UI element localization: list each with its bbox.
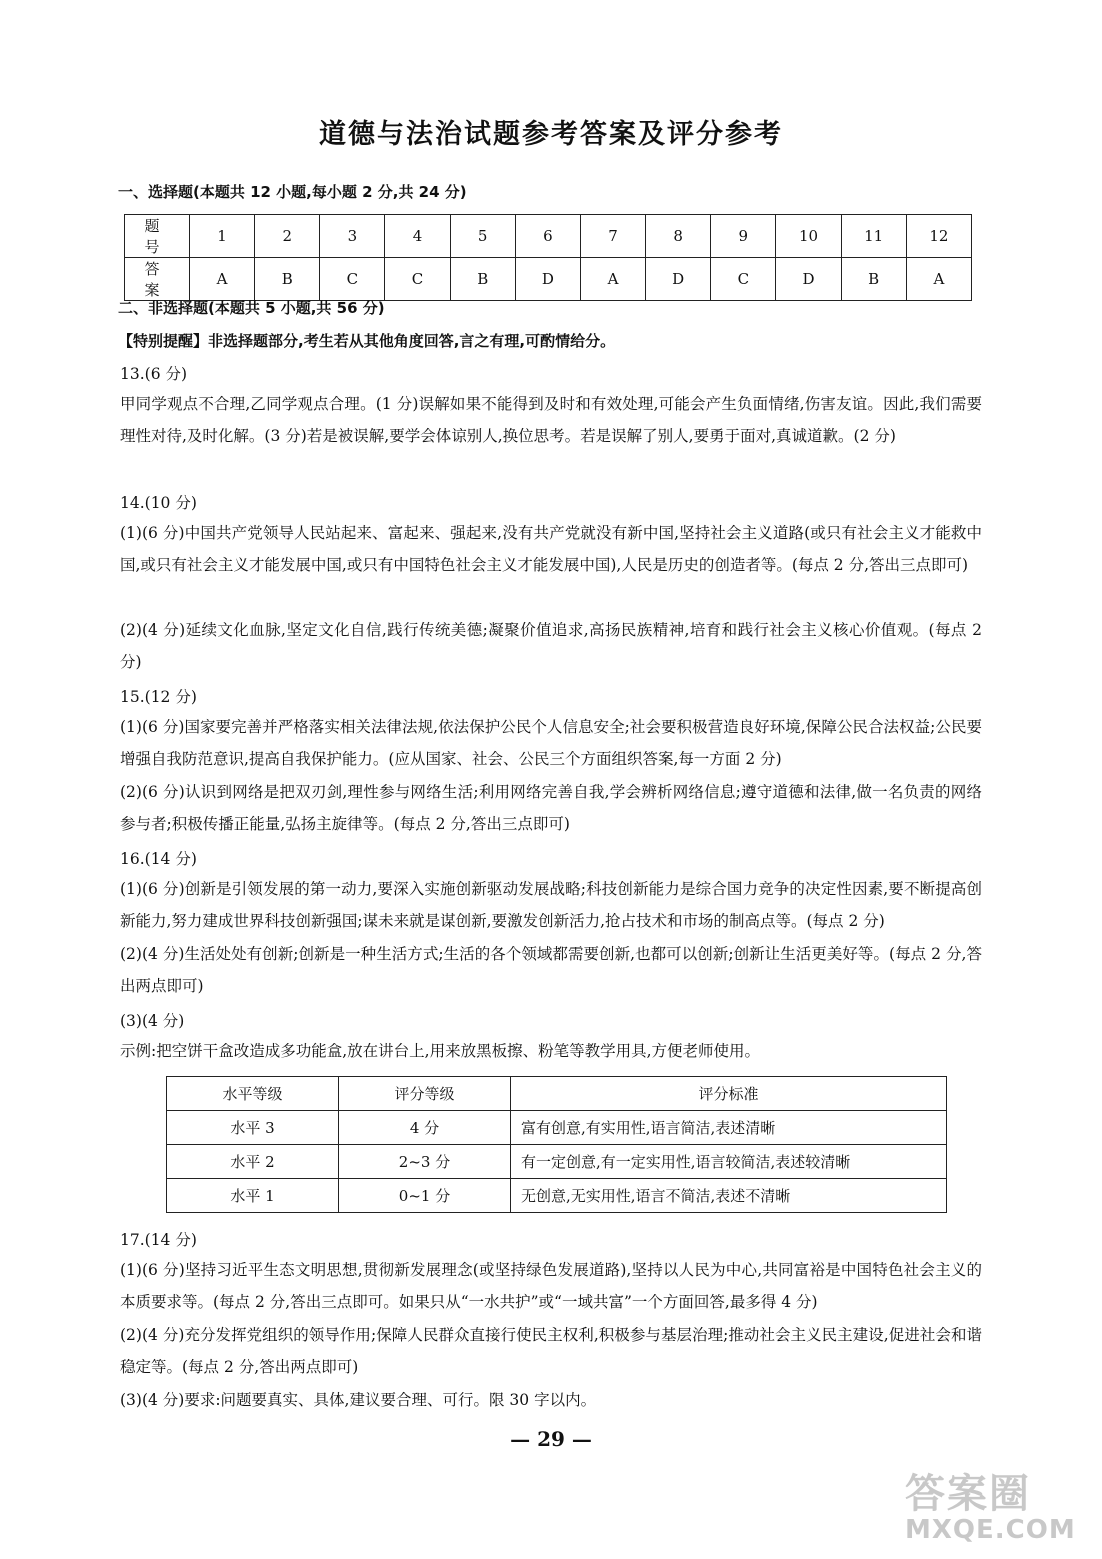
section2-heading: 二、非选择题(本题共 5 小题,共 56 分) [118,299,385,317]
rubric-criteria: 无创意,无实用性,语言不简洁,表述不清晰 [511,1179,947,1213]
q15-part1: (1)(6 分)国家要完善并严格落实相关法律法规,依法保护公民个人信息安全;社会要积极营造良好环境,保障公民合法权益;公民要增强自我防范意识,提高自我保护能力。(应从国家、社会、公民三个方面组织答案,每一方面 2 分) [120,718,982,768]
q16-part1: (1)(6 分)创新是引领发展的第一动力,要深入实施创新驱动发展战略;科技创新能力是综合国力竞争的决定性因素,要不断提高创新能力,努力建成世界科技创新强国;谋未来就是谋创新,要激发创新活力,抢占技术和市场的制高点等。(每点 2 分) [120,880,982,930]
page-title: 道德与法治试题参考答案及评分参考 [319,119,783,150]
special-reminder: 【特别提醒】非选择题部分,考生若从其他角度回答,言之有理,可酌情给分。 [118,332,616,350]
rubric-level: 水平 1 [167,1179,339,1213]
table-cell: A [580,258,645,301]
row-label-number: 题 号 [125,215,190,258]
table-cell: 6 [515,215,580,258]
table-cell: D [646,258,711,301]
rubric-score: 4 分 [339,1111,511,1145]
table-cell: 12 [906,215,971,258]
table-cell: 8 [646,215,711,258]
table-cell: 9 [711,215,776,258]
table-cell: 2 [255,215,320,258]
q17-part1: (1)(6 分)坚持习近平生态文明思想,贯彻新发展理念(或坚持绿色发展道路),坚持以人民为中心,共同富裕是中国特色社会主义的本质要求等。(每点 2 分,答出三点即可。如果只从“一水共护”或“一域共富”一个方面回答,最多得 4 分) [120,1261,982,1311]
q14-part1: (1)(6 分)中国共产党领导人民站起来、富起来、强起来,没有共产党就没有新中国,坚持社会主义道路(或只有社会主义才能救中国,或只有社会主义才能发展中国,或只有中国特色社会主义才能发展中国),人民是历史的创造者等。(每点 2 分,答出三点即可) [120,524,982,574]
watermark-text-top: 答案圈 [905,1471,1031,1517]
q14-label: 14.(10 分) [120,494,197,512]
rubric-criteria: 有一定创意,有一定实用性,语言较简洁,表述较清晰 [511,1145,947,1179]
rubric-header-row [167,1077,947,1111]
table-cell: 3 [320,215,385,258]
table-cell: B [841,258,906,301]
answer-key-table [124,214,972,301]
q14-part2: (2)(4 分)延续文化血脉,坚定文化自信,践行传统美德;凝聚价值追求,高扬民族精神,培育和践行社会主义核心价值观。(每点 2 分) [120,621,982,671]
table-cell: 7 [580,215,645,258]
table-cell: 10 [776,215,841,258]
rubric-header-level: 水平等级 [167,1077,339,1111]
q17-label: 17.(14 分) [120,1231,197,1249]
table-cell: C [711,258,776,301]
table-cell: A [906,258,971,301]
q17-part3: (3)(4 分)要求:问题要真实、具体,建议要合理、可行。限 30 字以内。 [120,1391,597,1409]
rubric-header-score: 评分等级 [339,1077,511,1111]
q13-label: 13.(6 分) [120,365,188,383]
rubric-score: 0~1 分 [339,1179,511,1213]
watermark-logo [905,1462,1085,1552]
q16-label: 16.(14 分) [120,850,197,868]
question-number-row [125,215,972,258]
table-cell: A [190,258,255,301]
q13-answer: 甲同学观点不合理,乙同学观点合理。(1 分)误解如果不能得到及时和有效处理,可能会产生负面情绪,伤害友谊。因此,我们需要理性对待,及时化解。(3 分)若是被误解,要学会体谅别人,换位思考。若是误解了别人,要勇于面对,真诚道歉。(2 分) [120,395,982,445]
table-cell: 11 [841,215,906,258]
q16-part2: (2)(4 分)生活处处有创新;创新是一种生活方式;生活的各个领域都需要创新,也都可以创新;创新让生活更美好等。(每点 2 分,答出两点即可) [120,945,982,995]
table-cell: 4 [385,215,450,258]
table-row [167,1111,947,1145]
q15-label: 15.(12 分) [120,688,197,706]
row-label-answer: 答 案 [125,258,190,301]
table-cell: 5 [450,215,515,258]
rubric-score: 2~3 分 [339,1145,511,1179]
table-cell: D [776,258,841,301]
section1-heading: 一、选择题(本题共 12 小题,每小题 2 分,共 24 分) [118,183,467,201]
rubric-criteria: 富有创意,有实用性,语言简洁,表述清晰 [511,1111,947,1145]
q17-part2: (2)(4 分)充分发挥党组织的领导作用;保障人民群众直接行使民主权利,积极参与基层治理;推动社会主义民主建设,促进社会和谐稳定等。(每点 2 分,答出两点即可) [120,1326,982,1376]
watermark-text-bottom: MXQE.COM [905,1515,1076,1545]
table-row [167,1145,947,1179]
rubric-level: 水平 2 [167,1145,339,1179]
rubric-level: 水平 3 [167,1111,339,1145]
table-cell: D [515,258,580,301]
scoring-rubric-table [166,1076,947,1213]
table-cell: B [450,258,515,301]
q16-part3-label: (3)(4 分) [120,1012,185,1030]
q15-part2: (2)(6 分)认识到网络是把双刃剑,理性参与网络生活;利用网络完善自我,学会辨析网络信息;遵守道德和法律,做一名负责的网络参与者;积极传播正能量,弘扬主旋律等。(每点 2 分,答出三点即可) [120,783,982,833]
table-cell: 1 [190,215,255,258]
rubric-header-criteria: 评分标准 [511,1077,947,1111]
table-cell: C [385,258,450,301]
table-cell: B [255,258,320,301]
page-number: — 29 — [510,1427,592,1451]
table-cell: C [320,258,385,301]
answer-row [125,258,972,301]
q16-example: 示例:把空饼干盒改造成多功能盒,放在讲台上,用来放黑板擦、粉笔等教学用具,方便老师使用。 [120,1042,761,1060]
table-row [167,1179,947,1213]
